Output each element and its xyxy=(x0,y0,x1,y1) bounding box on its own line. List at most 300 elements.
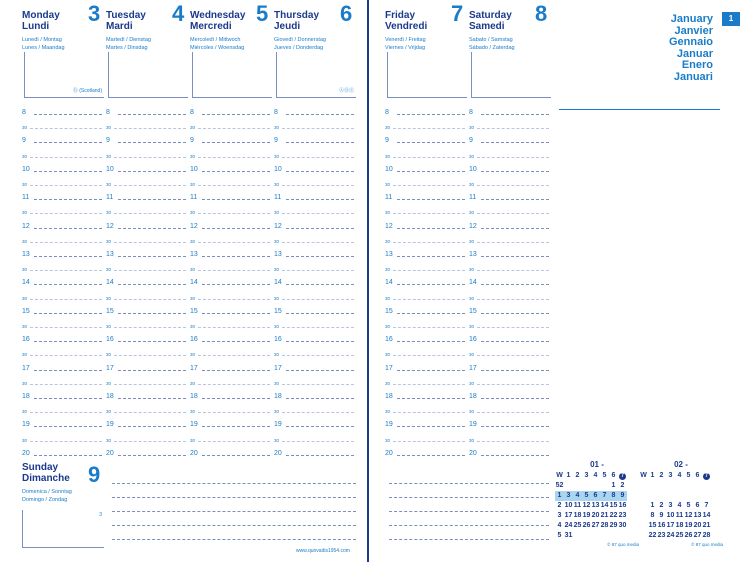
day-cell[interactable]: 21 xyxy=(702,522,711,529)
hour-slot[interactable] xyxy=(22,273,102,287)
hour-label: 17 xyxy=(385,364,393,372)
half-hour-slot[interactable] xyxy=(22,344,102,358)
day-cell[interactable] xyxy=(684,481,693,491)
half-hour-slot[interactable] xyxy=(22,259,102,273)
day-cell[interactable]: 19 xyxy=(582,512,591,519)
day-cell[interactable]: 29 xyxy=(609,522,618,529)
hour-slot[interactable] xyxy=(469,415,549,429)
day-cell[interactable]: 22 xyxy=(609,512,618,519)
hour-slot[interactable] xyxy=(469,387,549,401)
half-hour-line xyxy=(393,242,465,243)
half-hour-slot[interactable] xyxy=(469,373,549,387)
half-hour-slot[interactable] xyxy=(274,231,354,245)
hour-slot[interactable] xyxy=(190,160,270,174)
half-hour-slot[interactable] xyxy=(190,231,270,245)
half-hour-label: 30 xyxy=(385,125,391,131)
day-cell[interactable]: 24 xyxy=(666,532,675,539)
day-cell[interactable]: 6 xyxy=(695,502,700,509)
day-cell[interactable] xyxy=(693,481,702,491)
day-cell[interactable] xyxy=(600,481,609,491)
half-hour-slot[interactable] xyxy=(274,146,354,160)
half-hour-slot[interactable] xyxy=(190,117,270,131)
hour-label: 13 xyxy=(22,251,30,258)
hour-slot[interactable] xyxy=(385,188,465,202)
day-cell[interactable] xyxy=(702,481,711,491)
hour-label: 15 xyxy=(190,307,198,315)
weekday-header: 1 xyxy=(650,472,655,479)
half-hour-slot[interactable] xyxy=(106,202,186,216)
half-hour-slot[interactable] xyxy=(385,344,465,358)
hour-slot[interactable] xyxy=(385,131,465,145)
hour-slot[interactable] xyxy=(106,359,186,373)
hour-slot[interactable] xyxy=(190,188,270,202)
memo-box[interactable] xyxy=(24,52,104,98)
half-hour-slot[interactable] xyxy=(469,316,549,330)
half-hour-slot[interactable] xyxy=(106,430,186,444)
hour-slot[interactable] xyxy=(22,387,102,401)
half-hour-slot[interactable] xyxy=(190,373,270,387)
hour-slot[interactable] xyxy=(190,103,270,117)
half-hour-slot[interactable] xyxy=(274,430,354,444)
hour-slot[interactable] xyxy=(190,415,270,429)
hour-slot[interactable] xyxy=(469,444,549,458)
half-hour-slot[interactable] xyxy=(190,401,270,415)
day-cell[interactable] xyxy=(582,481,591,491)
half-hour-slot[interactable] xyxy=(190,146,270,160)
day-cell[interactable] xyxy=(657,491,666,501)
hour-slot[interactable] xyxy=(385,103,465,117)
day-cell[interactable]: 17 xyxy=(666,522,675,529)
month-name: Enero xyxy=(681,59,713,71)
notes-line xyxy=(389,470,549,484)
day-cell[interactable]: 19 xyxy=(684,522,693,529)
hour-slot[interactable] xyxy=(469,330,549,344)
day-cell[interactable]: 7 xyxy=(600,491,609,501)
hour-slot[interactable] xyxy=(385,273,465,287)
hour-slot[interactable] xyxy=(274,160,354,174)
day-cell[interactable]: 9 xyxy=(618,491,627,501)
hour-slot[interactable] xyxy=(385,217,465,231)
hour-label: 18 xyxy=(106,393,114,400)
hour-slot[interactable] xyxy=(106,160,186,174)
half-hour-slot[interactable] xyxy=(22,288,102,302)
day-cell[interactable] xyxy=(666,491,675,501)
hour-label: 13 xyxy=(385,251,393,258)
hour-slot[interactable] xyxy=(190,359,270,373)
half-hour-line xyxy=(393,441,465,442)
day-cell[interactable]: 13 xyxy=(591,502,600,509)
hour-slot[interactable] xyxy=(385,302,465,316)
month-tab[interactable]: 1 xyxy=(722,12,740,26)
day-cell[interactable]: 11 xyxy=(675,512,684,519)
day-cell[interactable]: 20 xyxy=(591,512,600,519)
hour-slot[interactable] xyxy=(190,273,270,287)
hour-slot[interactable] xyxy=(190,245,270,259)
day-cell[interactable]: 18 xyxy=(675,522,684,529)
half-hour-slot[interactable] xyxy=(106,373,186,387)
half-hour-line xyxy=(477,157,549,158)
half-hour-slot[interactable] xyxy=(190,259,270,273)
hour-line xyxy=(286,455,354,456)
half-hour-label: 30 xyxy=(385,210,391,216)
sunday-memo-box[interactable] xyxy=(22,510,104,548)
hour-slot[interactable] xyxy=(274,415,354,429)
notes-lines[interactable] xyxy=(389,470,549,540)
day-cell[interactable]: 15 xyxy=(609,502,618,509)
day-cell[interactable]: 26 xyxy=(582,522,591,529)
half-hour-slot[interactable] xyxy=(385,373,465,387)
day-cell[interactable]: 16 xyxy=(618,502,627,509)
half-hour-slot[interactable] xyxy=(469,174,549,188)
day-cell[interactable]: 8 xyxy=(650,512,655,519)
half-hour-slot[interactable] xyxy=(22,117,102,131)
half-hour-slot[interactable] xyxy=(106,316,186,330)
day-cell[interactable] xyxy=(600,531,609,541)
day-cell[interactable] xyxy=(573,481,582,491)
half-hour-slot[interactable] xyxy=(22,401,102,415)
day-name-it-de: Sabato / Samstag xyxy=(469,37,513,43)
day-cell[interactable] xyxy=(675,481,684,491)
day-cell[interactable]: 14 xyxy=(600,502,609,509)
hour-slot[interactable] xyxy=(106,302,186,316)
day-cell[interactable] xyxy=(618,531,627,541)
day-name-fr: Samedi xyxy=(469,21,505,32)
day-cell[interactable]: 8 xyxy=(609,491,618,501)
hour-slot[interactable] xyxy=(469,160,549,174)
hour-slot[interactable] xyxy=(106,131,186,145)
half-hour-slot[interactable] xyxy=(385,288,465,302)
hour-slot[interactable] xyxy=(106,188,186,202)
day-cell[interactable]: 3 xyxy=(668,502,673,509)
memo-box[interactable] xyxy=(387,52,467,98)
day-cell[interactable] xyxy=(582,531,591,541)
day-cell[interactable]: 28 xyxy=(702,532,711,539)
day-cell[interactable]: 17 xyxy=(564,512,573,519)
hour-line xyxy=(118,370,186,371)
hour-slot[interactable] xyxy=(190,302,270,316)
half-hour-slot[interactable] xyxy=(469,344,549,358)
day-cell[interactable] xyxy=(702,491,711,501)
half-hour-label: 30 xyxy=(385,324,391,329)
day-cell[interactable] xyxy=(648,491,657,501)
day-cell[interactable] xyxy=(657,481,666,491)
day-cell[interactable]: 30 xyxy=(618,522,627,529)
half-hour-slot[interactable] xyxy=(385,430,465,444)
half-hour-line xyxy=(393,213,465,214)
half-hour-slot[interactable] xyxy=(190,316,270,330)
half-hour-slot[interactable] xyxy=(385,259,465,273)
half-hour-slot[interactable] xyxy=(274,117,354,131)
hour-slot[interactable] xyxy=(385,330,465,344)
day-cell[interactable]: 7 xyxy=(704,502,709,509)
day-cell[interactable]: 14 xyxy=(702,512,711,519)
hour-slot[interactable] xyxy=(274,444,354,458)
day-cell[interactable] xyxy=(684,491,693,501)
half-hour-slot[interactable] xyxy=(385,316,465,330)
day-cell[interactable]: 25 xyxy=(573,522,582,529)
half-hour-slot[interactable] xyxy=(106,401,186,415)
day-cell[interactable]: 23 xyxy=(657,532,666,539)
hour-slot[interactable] xyxy=(385,245,465,259)
hour-slot[interactable] xyxy=(22,188,102,202)
day-cell[interactable] xyxy=(693,491,702,501)
half-hour-slot[interactable] xyxy=(274,401,354,415)
half-hour-slot[interactable] xyxy=(469,259,549,273)
day-cell[interactable]: 3 xyxy=(564,491,573,501)
memo-box[interactable] xyxy=(471,52,551,98)
hour-line xyxy=(286,284,354,285)
weekday-header: W xyxy=(640,472,647,479)
half-hour-slot[interactable] xyxy=(106,288,186,302)
week-number xyxy=(639,491,648,501)
hour-label: 12 xyxy=(22,222,30,230)
day-cell[interactable] xyxy=(591,531,600,541)
hour-slot[interactable] xyxy=(274,188,354,202)
half-hour-slot[interactable] xyxy=(469,430,549,444)
day-cell[interactable]: 4 xyxy=(573,491,582,501)
hour-slot[interactable] xyxy=(274,217,354,231)
hour-slot[interactable] xyxy=(22,160,102,174)
hour-slot[interactable] xyxy=(106,330,186,344)
hour-slot[interactable] xyxy=(469,217,549,231)
half-hour-slot[interactable] xyxy=(22,231,102,245)
half-hour-slot[interactable] xyxy=(190,174,270,188)
hour-slot[interactable] xyxy=(274,245,354,259)
day-cell[interactable]: 12 xyxy=(582,502,591,509)
hour-slot[interactable] xyxy=(469,302,549,316)
hour-label: 14 xyxy=(106,279,114,287)
half-hour-slot[interactable] xyxy=(22,430,102,444)
half-hour-slot[interactable] xyxy=(385,117,465,131)
day-cell[interactable]: 2 xyxy=(620,482,625,489)
day-cell[interactable]: 27 xyxy=(693,532,702,539)
hour-label: 20 xyxy=(385,449,393,457)
day-cell[interactable]: 18 xyxy=(573,512,582,519)
mini-calendar-week xyxy=(639,531,723,541)
hour-slot[interactable] xyxy=(22,444,102,458)
hour-slot[interactable] xyxy=(106,415,186,429)
hour-slot[interactable] xyxy=(469,273,549,287)
hour-slot[interactable] xyxy=(469,188,549,202)
day-cell[interactable] xyxy=(675,491,684,501)
half-hour-line xyxy=(477,213,549,214)
day-cell[interactable]: 16 xyxy=(657,522,666,529)
half-hour-slot[interactable] xyxy=(274,373,354,387)
hour-slot[interactable] xyxy=(190,330,270,344)
half-hour-slot[interactable] xyxy=(469,202,549,216)
half-hour-line xyxy=(282,213,354,214)
day-number: 7 xyxy=(451,1,464,26)
half-hour-line xyxy=(198,412,270,413)
day-cell[interactable]: 24 xyxy=(564,522,573,529)
day-number: 4 xyxy=(172,1,185,26)
hour-slot[interactable] xyxy=(274,359,354,373)
half-hour-slot[interactable] xyxy=(385,231,465,245)
day-cell[interactable]: 13 xyxy=(693,512,702,519)
half-hour-label: 30 xyxy=(106,238,112,244)
half-hour-slot[interactable] xyxy=(274,288,354,302)
half-hour-slot[interactable] xyxy=(106,259,186,273)
half-hour-label: 30 xyxy=(274,437,280,443)
half-hour-slot[interactable] xyxy=(22,202,102,216)
half-hour-slot[interactable] xyxy=(106,146,186,160)
hour-line xyxy=(34,256,102,257)
half-hour-slot[interactable] xyxy=(385,202,465,216)
half-hour-slot[interactable] xyxy=(274,344,354,358)
hour-label: 10 xyxy=(190,165,198,173)
day-cell[interactable]: 26 xyxy=(684,532,693,539)
memo-box[interactable] xyxy=(108,52,188,98)
hour-slot[interactable] xyxy=(469,359,549,373)
hour-slot[interactable] xyxy=(22,330,102,344)
half-hour-slot[interactable] xyxy=(469,288,549,302)
half-hour-slot[interactable] xyxy=(22,316,102,330)
day-cell[interactable]: 10 xyxy=(666,512,675,519)
memo-box[interactable] xyxy=(276,52,356,98)
hour-slot[interactable] xyxy=(385,415,465,429)
hour-line xyxy=(286,313,354,314)
half-hour-label: 30 xyxy=(22,380,28,386)
day-cell[interactable] xyxy=(564,481,573,491)
hour-slot[interactable] xyxy=(190,444,270,458)
day-cell[interactable] xyxy=(666,481,675,491)
half-hour-slot[interactable] xyxy=(190,344,270,358)
sunday-number: 9 xyxy=(88,462,101,487)
half-hour-slot[interactable] xyxy=(469,401,549,415)
hour-slot[interactable] xyxy=(106,217,186,231)
hour-line xyxy=(202,256,270,257)
half-hour-slot[interactable] xyxy=(274,259,354,273)
day-cell[interactable]: 10 xyxy=(564,502,573,509)
sunday-lines[interactable] xyxy=(112,470,356,540)
day-name-it-de: Venerdì / Freitag xyxy=(385,37,426,43)
day-cell[interactable]: 15 xyxy=(648,522,657,529)
day-cell[interactable]: 5 xyxy=(582,491,591,501)
month-name: Gennaio xyxy=(668,36,713,48)
hour-slot[interactable] xyxy=(274,302,354,316)
hour-slot[interactable] xyxy=(385,160,465,174)
half-hour-slot[interactable] xyxy=(106,174,186,188)
half-hour-slot[interactable] xyxy=(106,344,186,358)
hour-slot[interactable] xyxy=(190,387,270,401)
hour-slot[interactable] xyxy=(22,359,102,373)
half-hour-slot[interactable] xyxy=(385,174,465,188)
hour-slot[interactable] xyxy=(106,387,186,401)
half-hour-slot[interactable] xyxy=(274,202,354,216)
memo-box[interactable] xyxy=(192,52,272,98)
hour-slot[interactable] xyxy=(22,131,102,145)
hour-slot[interactable] xyxy=(274,330,354,344)
hour-slot[interactable] xyxy=(274,387,354,401)
hour-slot[interactable] xyxy=(190,217,270,231)
half-hour-slot[interactable] xyxy=(190,202,270,216)
day-cell[interactable]: 21 xyxy=(600,512,609,519)
hour-slot[interactable] xyxy=(106,103,186,117)
day-cell[interactable]: 2 xyxy=(659,502,664,509)
hour-slot[interactable] xyxy=(274,131,354,145)
day-name-es-nl: Miércoles / Woensdag xyxy=(190,45,245,51)
day-cell[interactable]: 11 xyxy=(573,502,582,509)
hour-slot[interactable] xyxy=(106,444,186,458)
day-cell[interactable]: 27 xyxy=(591,522,600,529)
website-url: www.quovadis1954.com xyxy=(296,548,350,554)
day-cell[interactable]: 22 xyxy=(648,532,657,539)
hour-label: 20 xyxy=(22,449,30,457)
day-cell[interactable]: 25 xyxy=(675,532,684,539)
half-hour-line xyxy=(114,157,186,158)
half-hour-slot[interactable] xyxy=(274,174,354,188)
half-hour-slot[interactable] xyxy=(274,316,354,330)
day-cell[interactable]: 1 xyxy=(611,482,616,489)
day-cell[interactable]: 20 xyxy=(693,522,702,529)
hour-slot[interactable] xyxy=(106,245,186,259)
day-name-en: Monday xyxy=(22,10,60,21)
hour-slot[interactable] xyxy=(385,444,465,458)
day-cell[interactable] xyxy=(648,481,657,491)
day-cell[interactable]: 12 xyxy=(684,512,693,519)
half-hour-slot[interactable] xyxy=(190,430,270,444)
day-cell[interactable] xyxy=(573,531,582,541)
hour-label: 15 xyxy=(274,307,282,315)
half-hour-slot[interactable] xyxy=(469,146,549,160)
half-hour-slot[interactable] xyxy=(22,174,102,188)
half-hour-slot[interactable] xyxy=(22,146,102,160)
half-hour-slot[interactable] xyxy=(22,373,102,387)
half-hour-slot[interactable] xyxy=(106,231,186,245)
half-hour-line xyxy=(30,128,102,129)
half-hour-label: 30 xyxy=(190,210,196,216)
hour-line xyxy=(286,199,354,200)
hour-slot[interactable] xyxy=(469,103,549,117)
half-hour-slot[interactable] xyxy=(385,146,465,160)
half-hour-slot[interactable] xyxy=(385,401,465,415)
half-hour-slot[interactable] xyxy=(190,288,270,302)
hour-slot[interactable] xyxy=(22,415,102,429)
hour-slot[interactable] xyxy=(469,131,549,145)
hour-slot[interactable] xyxy=(274,273,354,287)
half-hour-slot[interactable] xyxy=(469,231,549,245)
half-hour-label: 30 xyxy=(274,352,280,358)
half-hour-label: 30 xyxy=(22,153,28,159)
day-cell[interactable] xyxy=(609,531,618,541)
hour-slot[interactable] xyxy=(106,273,186,287)
hour-slot[interactable] xyxy=(190,131,270,145)
half-hour-slot[interactable] xyxy=(469,117,549,131)
day-cell[interactable]: 9 xyxy=(659,512,664,519)
half-hour-line xyxy=(114,242,186,243)
day-cell[interactable]: 31 xyxy=(564,532,573,539)
hour-slot[interactable] xyxy=(22,302,102,316)
day-cell[interactable]: 28 xyxy=(600,522,609,529)
hour-slot[interactable] xyxy=(22,245,102,259)
half-hour-line xyxy=(30,299,102,300)
day-cell[interactable]: 6 xyxy=(591,491,600,501)
hour-slot[interactable] xyxy=(469,245,549,259)
day-cell[interactable] xyxy=(591,481,600,491)
day-cell[interactable]: 23 xyxy=(618,512,627,519)
half-hour-slot[interactable] xyxy=(106,117,186,131)
half-hour-label: 30 xyxy=(274,380,280,386)
day-cell[interactable]: 1 xyxy=(650,502,655,509)
hour-slot[interactable] xyxy=(274,103,354,117)
hour-label: 8 xyxy=(190,109,194,116)
day-cell[interactable]: 5 xyxy=(686,502,691,509)
day-cell[interactable]: 4 xyxy=(677,502,682,509)
hour-slot[interactable] xyxy=(385,387,465,401)
hour-slot[interactable] xyxy=(22,217,102,231)
hour-slot[interactable] xyxy=(385,359,465,373)
hour-slot[interactable] xyxy=(22,103,102,117)
